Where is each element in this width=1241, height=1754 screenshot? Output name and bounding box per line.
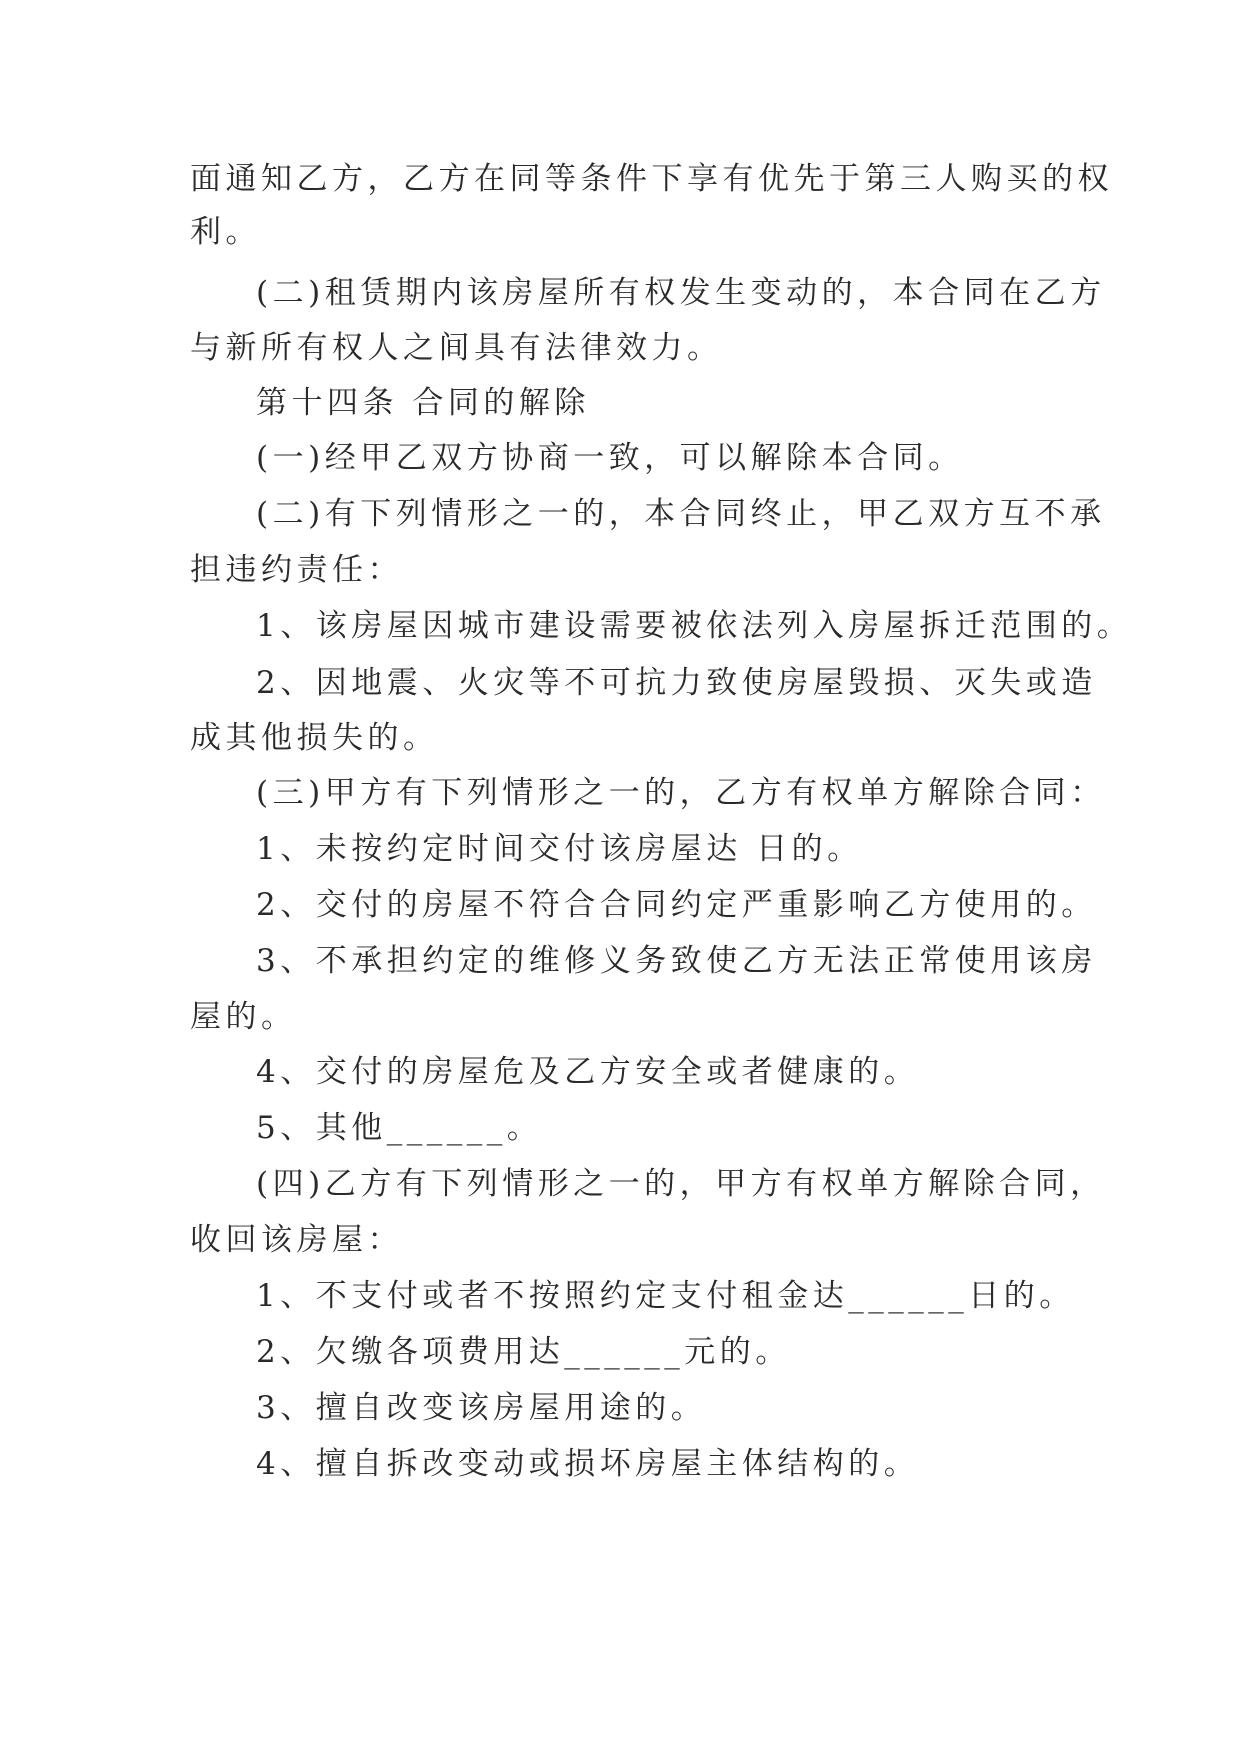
text-line: 3、不承担约定的维修义务致使乙方无法正常使用该房 (256, 943, 1097, 979)
text-line: 与新所有权人之间具有法律效力。 (190, 330, 723, 366)
text-line: (二)租赁期内该房屋所有权发生变动的，本合同在乙方 (256, 275, 1106, 311)
text-line: 3、擅自改变该房屋用途的。 (256, 1390, 707, 1426)
text-line: 面通知乙方，乙方在同等条件下享有优先于第三人购买的权 (190, 161, 1113, 197)
text-line: (四)乙方有下列情形之一的，甲方有权单方解除合同， (256, 1166, 1106, 1202)
text-line: 4、交付的房屋危及乙方安全或者健康的。 (256, 1054, 920, 1090)
text-line: 屋的。 (190, 999, 297, 1035)
text-line: 1、不支付或者不按照约定支付租金达______日的。 (256, 1278, 1075, 1314)
text-line: 收回该房屋： (190, 1222, 403, 1258)
text-line: 成其他损失的。 (190, 720, 439, 756)
text-line: 4、擅自拆改变动或损坏房屋主体结构的。 (256, 1446, 920, 1482)
text-line: (三)甲方有下列情形之一的，乙方有权单方解除合同： (256, 775, 1106, 811)
text-line: 2、因地震、火灾等不可抗力致使房屋毁损、灭失或造 (256, 665, 1097, 701)
text-line: 1、未按约定时间交付该房屋达 日的。 (256, 831, 863, 867)
text-line: 2、交付的房屋不符合合同约定严重影响乙方使用的。 (256, 887, 1097, 923)
text-line: 1、该房屋因城市建设需要被依法列入房屋拆迁范围的。 (256, 608, 1133, 644)
text-line: (二)有下列情形之一的，本合同终止，甲乙双方互不承 (256, 496, 1106, 532)
article-heading: 第十四条 合同的解除 (256, 385, 590, 421)
text-line: 5、其他______。 (256, 1110, 543, 1146)
text-line: (一)经甲乙双方协商一致，可以解除本合同。 (256, 440, 964, 476)
text-line: 担违约责任： (190, 552, 403, 588)
text-line: 2、欠缴各项费用达______元的。 (256, 1334, 791, 1370)
text-line: 利。 (190, 214, 261, 250)
